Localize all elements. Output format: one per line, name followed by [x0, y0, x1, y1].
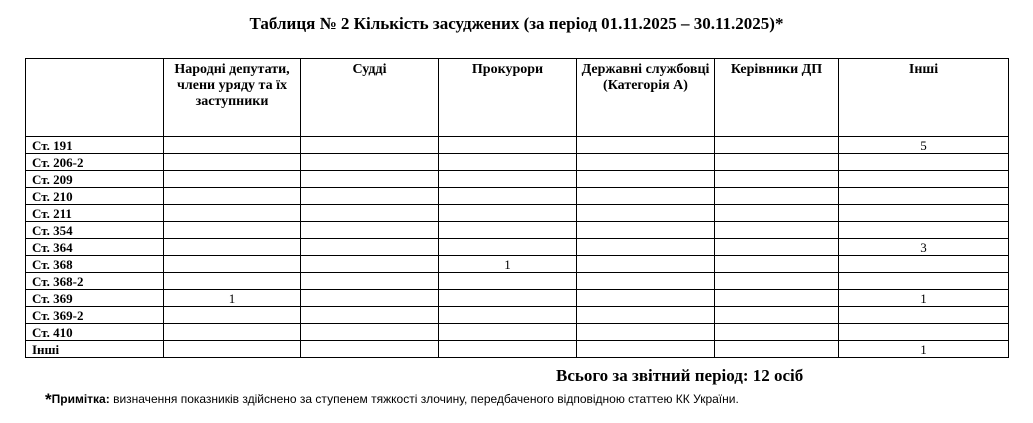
- table-cell: [839, 188, 1009, 205]
- column-header-empty: [26, 59, 164, 137]
- table-row: [26, 154, 1009, 171]
- table-title: Таблиця № 2 Кількість засуджених (за період 01.11.2025 – 30.11.2025)*: [249, 14, 784, 33]
- table-cell: [577, 222, 715, 239]
- table-cell: [715, 324, 839, 341]
- table-cell: 1: [439, 256, 577, 273]
- table-cell: [301, 137, 439, 154]
- table-cell: [715, 290, 839, 307]
- table-row: [26, 273, 1009, 290]
- table-cell: [715, 137, 839, 154]
- table-row: [26, 239, 1009, 256]
- convictions-table: [25, 58, 1009, 358]
- table-cell: [301, 205, 439, 222]
- column-header-judges: Судді: [301, 59, 439, 137]
- table-cell: [839, 256, 1009, 273]
- table-cell: [439, 239, 577, 256]
- table-cell: [301, 256, 439, 273]
- row-label: Ст. 191: [26, 137, 164, 154]
- table-cell: [715, 341, 839, 358]
- total-summary: Всього за звітний період: 12 осіб: [556, 366, 804, 385]
- table-cell: [715, 256, 839, 273]
- table-cell: [164, 205, 301, 222]
- table-cell: [839, 205, 1009, 222]
- table-cell: [839, 324, 1009, 341]
- table-cell: [301, 324, 439, 341]
- table-cell: [577, 137, 715, 154]
- table-cell: [715, 171, 839, 188]
- table-cell: [439, 273, 577, 290]
- table-row: [26, 188, 1009, 205]
- table-cell: [439, 307, 577, 324]
- column-header-others: Інші: [839, 59, 1009, 137]
- table-row: [26, 256, 1009, 273]
- table-cell: [301, 171, 439, 188]
- table-cell: [715, 239, 839, 256]
- table-cell: [301, 154, 439, 171]
- row-label: Ст. 364: [26, 239, 164, 256]
- row-label: Ст. 354: [26, 222, 164, 239]
- table-cell: [301, 290, 439, 307]
- table-row: [26, 341, 1009, 358]
- table-cell: [164, 256, 301, 273]
- table-cell: [577, 188, 715, 205]
- table-cell: [164, 154, 301, 171]
- table-cell: 1: [839, 341, 1009, 358]
- footnote: [45, 390, 739, 410]
- row-label: Ст. 368-2: [26, 273, 164, 290]
- table-cell: 3: [839, 239, 1009, 256]
- row-label: Ст. 410: [26, 324, 164, 341]
- table-cell: [301, 341, 439, 358]
- table-cell: [839, 273, 1009, 290]
- table-cell: [577, 171, 715, 188]
- row-label: Ст. 368: [26, 256, 164, 273]
- table-cell: [715, 205, 839, 222]
- row-label: Ст. 211: [26, 205, 164, 222]
- table-cell: [301, 188, 439, 205]
- row-label: Інші: [26, 341, 164, 358]
- row-label: Ст. 369-2: [26, 307, 164, 324]
- table-cell: 5: [839, 137, 1009, 154]
- table-cell: [577, 341, 715, 358]
- table-row: [26, 324, 1009, 341]
- footnote-asterisk: *: [45, 390, 52, 409]
- table-cell: [577, 307, 715, 324]
- column-header-civil-servants: Державні службовці (Категорія А): [577, 59, 715, 137]
- table-cell: [715, 188, 839, 205]
- table-cell: [164, 222, 301, 239]
- footnote-text: визначення показників здійснено за ступенем тяжкості злочину, передбаченого відповідною статтею КК України.: [109, 392, 739, 406]
- table-cell: [577, 154, 715, 171]
- header-row: [26, 59, 1009, 137]
- column-header-deputies: Народні депутати, члени уряду та їх заступники: [164, 59, 301, 137]
- column-header-enterprise-heads: Керівники ДП: [715, 59, 839, 137]
- row-label: Ст. 369: [26, 290, 164, 307]
- table-row: [26, 290, 1009, 307]
- table-cell: [164, 137, 301, 154]
- table-cell: [577, 256, 715, 273]
- table-row: [26, 137, 1009, 154]
- table-cell: 1: [839, 290, 1009, 307]
- table-row: [26, 307, 1009, 324]
- table-cell: [715, 307, 839, 324]
- table-cell: [839, 222, 1009, 239]
- table-cell: [439, 324, 577, 341]
- table-cell: [577, 239, 715, 256]
- table-cell: [839, 307, 1009, 324]
- table-cell: [439, 290, 577, 307]
- table-cell: [439, 188, 577, 205]
- table-cell: [577, 290, 715, 307]
- table-cell: [839, 154, 1009, 171]
- table-cell: [301, 239, 439, 256]
- table-cell: [839, 171, 1009, 188]
- table-cell: [439, 205, 577, 222]
- table-cell: [301, 307, 439, 324]
- table-cell: [577, 205, 715, 222]
- row-label: Ст. 206-2: [26, 154, 164, 171]
- row-label: Ст. 209: [26, 171, 164, 188]
- table-cell: [164, 324, 301, 341]
- table-cell: 1: [164, 290, 301, 307]
- table-cell: [164, 307, 301, 324]
- table-cell: [439, 222, 577, 239]
- footnote-label: Примітка:: [51, 392, 110, 406]
- table-cell: [715, 273, 839, 290]
- table-cell: [439, 154, 577, 171]
- table-cell: [715, 154, 839, 171]
- table-cell: [715, 222, 839, 239]
- table-cell: [577, 273, 715, 290]
- table-cell: [439, 341, 577, 358]
- table-row: [26, 171, 1009, 188]
- table-row: [26, 205, 1009, 222]
- table-cell: [164, 273, 301, 290]
- table-cell: [439, 137, 577, 154]
- table-cell: [301, 222, 439, 239]
- table-cell: [439, 171, 577, 188]
- table-cell: [577, 324, 715, 341]
- table-cell: [164, 171, 301, 188]
- table-cell: [164, 341, 301, 358]
- table-cell: [164, 239, 301, 256]
- column-header-prosecutors: Прокурори: [439, 59, 577, 137]
- table-cell: [301, 273, 439, 290]
- table-row: [26, 222, 1009, 239]
- table-cell: [164, 188, 301, 205]
- row-label: Ст. 210: [26, 188, 164, 205]
